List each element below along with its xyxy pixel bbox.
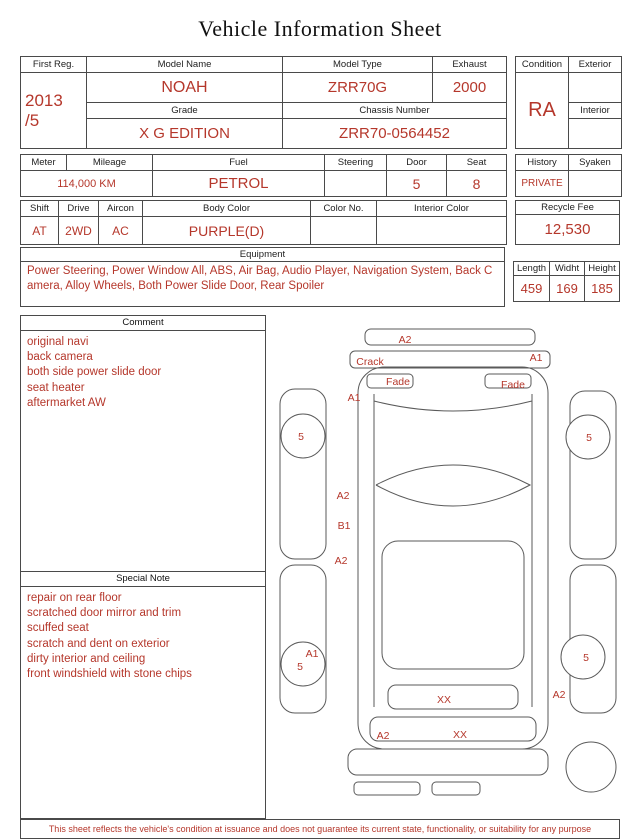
aircon-value: AC (99, 217, 143, 245)
equipment-value: Power Steering, Power Window All, ABS, Air Bag, Audio Player, Navigation System, Back Camera, Alloy Wheels, Both Power Slide Door, Rear Spoiler (21, 262, 505, 307)
steering-label: Steering (325, 155, 387, 171)
condition-table (515, 56, 622, 149)
comment-line: original navi (27, 336, 89, 348)
fuel-label: Fuel (153, 155, 325, 171)
interior-label: Interior (569, 103, 622, 119)
comment-line: both side power slide door (27, 366, 162, 379)
notes-column (20, 315, 266, 819)
width-label: Widht (550, 262, 585, 276)
exhaust-label: Exhaust (433, 57, 507, 73)
damage-label: A2 (336, 490, 350, 502)
door-label: Door (387, 155, 447, 171)
body-color-value: PURPLE(D) (143, 217, 311, 245)
vehicle-damage-diagram (270, 315, 620, 819)
recycle-fee-table (515, 200, 620, 245)
interior-value (569, 119, 622, 149)
first-reg-month: /5 (25, 110, 40, 130)
damage-label: A2 (334, 555, 348, 567)
interior-color-label: Interior Color (377, 201, 507, 217)
damage-label: A1 (347, 392, 361, 404)
damage-label: 5 (583, 652, 589, 664)
color-no-label: Color No. (311, 201, 377, 217)
syaken-value (569, 171, 622, 197)
damage-label: Crack (356, 356, 384, 368)
model-type-value: ZRR70G (283, 73, 433, 103)
band-registration (20, 56, 620, 149)
disclaimer-text: This sheet reflects the vehicle's condition at issuance and does not guarantee its current state, functionality, or suitability for any purpose (20, 819, 620, 839)
comment-body (21, 331, 265, 415)
band-equipment (20, 247, 620, 307)
special-note-line: dirty interior and ceiling (27, 652, 146, 665)
first-reg-year: 2013 (25, 90, 63, 110)
seat-value: 8 (447, 171, 507, 197)
exhaust-value: 2000 (433, 73, 507, 103)
steering-value (325, 171, 387, 197)
grade-label: Grade (87, 103, 283, 119)
interior-color-value (377, 217, 507, 245)
color-no-value (311, 217, 377, 245)
damage-label: B1 (337, 520, 351, 532)
equipment-table (20, 247, 505, 307)
car-top-view-diagram (270, 319, 620, 817)
shift-value: AT (21, 217, 59, 245)
door-value: 5 (387, 171, 447, 197)
band-drivetrain (20, 200, 620, 245)
damage-label: A1 (529, 352, 543, 364)
recycle-fee-value: 12,530 (516, 215, 620, 245)
history-value: PRIVATE (516, 171, 569, 197)
damage-label: 5 (298, 431, 304, 443)
syaken-label: Syaken (569, 155, 622, 171)
chassis-value: ZRR70-0564452 (283, 119, 507, 149)
model-type-label: Model Type (283, 57, 433, 73)
first-reg-value (21, 73, 87, 149)
fuel-value: PETROL (153, 171, 325, 197)
comment-title: Comment (21, 316, 265, 331)
drive-value: 2WD (59, 217, 99, 245)
damage-label: XX (452, 729, 468, 741)
mileage-value: 114,000 KM (21, 171, 153, 197)
aircon-label: Aircon (99, 201, 143, 217)
damage-label: A2 (376, 730, 390, 742)
height-label: Height (585, 262, 620, 276)
comment-line: aftermarket AW (27, 396, 106, 409)
equipment-label: Equipment (21, 248, 505, 262)
model-name-value: NOAH (87, 73, 283, 103)
history-label: History (516, 155, 569, 171)
condition-label: Condition (516, 57, 569, 73)
special-note-line: repair on rear floor (27, 592, 122, 604)
special-note-line: scratch and dent on exterior (27, 637, 170, 650)
seat-label: Seat (447, 155, 507, 171)
meter-label: Meter (21, 155, 67, 171)
damage-label: 5 (586, 432, 592, 444)
damage-label: XX (436, 694, 452, 706)
mileage-label: Mileage (67, 155, 153, 171)
first-reg-label: First Reg. (21, 57, 87, 73)
main-area (20, 315, 620, 819)
exterior-value (569, 73, 622, 103)
damage-label: 5 (297, 661, 303, 673)
special-note-line: front windshield with stone chips (27, 667, 192, 680)
mileage-table (20, 154, 507, 197)
width-value: 169 (550, 276, 585, 302)
special-note-line: scratched door mirror and trim (27, 607, 182, 620)
length-label: Length (514, 262, 550, 276)
damage-label: A2 (552, 689, 566, 701)
comment-line: back camera (27, 351, 93, 364)
damage-label: A2 (398, 334, 412, 346)
grade-value: X G EDITION (87, 119, 283, 149)
registration-table (20, 56, 507, 149)
exterior-label: Exterior (569, 57, 622, 73)
drive-label: Drive (59, 201, 99, 217)
special-note-line: scuffed seat (27, 622, 89, 635)
condition-value: RA (516, 73, 569, 149)
drivetrain-table (20, 200, 507, 245)
damage-label: A1 (305, 648, 319, 660)
band-mileage (20, 154, 620, 197)
body-color-label: Body Color (143, 201, 311, 217)
history-table (515, 154, 622, 197)
dimensions-table (513, 261, 620, 302)
length-value: 459 (514, 276, 550, 302)
special-note-box (20, 571, 266, 819)
chassis-label: Chassis Number (283, 103, 507, 119)
recycle-fee-label: Recycle Fee (516, 201, 620, 215)
height-value: 185 (585, 276, 620, 302)
page-title: Vehicle Information Sheet (198, 16, 442, 41)
damage-label: Fade (501, 379, 525, 391)
damage-label: Fade (386, 376, 410, 388)
comment-box (20, 315, 266, 572)
comment-line: seat heater (27, 381, 85, 394)
shift-label: Shift (21, 201, 59, 217)
model-name-label: Model Name (87, 57, 283, 73)
special-note-body (21, 587, 265, 686)
special-note-title: Special Note (21, 572, 265, 587)
